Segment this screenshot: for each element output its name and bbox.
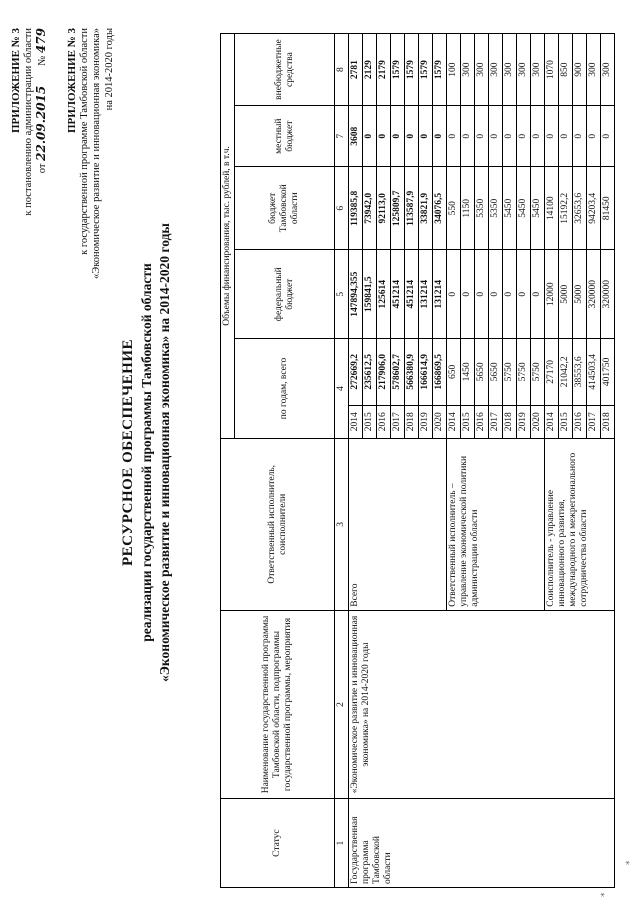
local-cell: 3608	[349, 106, 363, 167]
regional-cell: 81450	[601, 167, 615, 250]
year-cell: 2019	[517, 405, 531, 438]
total-cell: 38553,6	[573, 339, 587, 406]
federal-cell: 451214	[405, 250, 419, 339]
year-cell: 2017	[489, 405, 503, 438]
total-cell: 1450	[461, 339, 475, 406]
regional-cell: 113587,9	[405, 167, 419, 250]
regional-cell: 5450	[503, 167, 517, 250]
handwritten-date: 22.09.2015	[34, 85, 48, 161]
year-cell: 2014	[349, 405, 363, 438]
extra-cell: 900	[573, 34, 587, 106]
total-cell: 650	[447, 339, 461, 406]
federal-cell: 5000	[559, 250, 573, 339]
column-number: 3	[335, 438, 349, 610]
federal-cell: 451214	[391, 250, 405, 339]
local-cell: 0	[461, 106, 475, 167]
executor-cell: Соисполнитель - управление инновационного развития, международного и межрегионального сотрудничества области	[545, 438, 615, 610]
column-number: 4	[335, 339, 349, 439]
local-cell: 0	[377, 106, 391, 167]
extra-cell: 1070	[545, 34, 559, 106]
executor-cell: Всего	[349, 438, 447, 610]
regional-cell: 5450	[531, 167, 545, 250]
extra-cell: 300	[489, 34, 503, 106]
total-cell: 272669,2	[349, 339, 363, 406]
local-cell: 0	[573, 106, 587, 167]
column-numbers-row	[335, 34, 349, 888]
column-number: 8	[335, 34, 349, 106]
total-cell: 401750	[601, 339, 615, 406]
extra-cell: 2179	[377, 34, 391, 106]
local-cell: 0	[447, 106, 461, 167]
total-cell: 21042,2	[559, 339, 573, 406]
heading-subtitle: реализации государственной программы Тамбовской области	[139, 263, 154, 642]
appendix-program-line: «Экономическое развитие и инновационная экономика»	[91, 28, 102, 279]
year-cell: 2018	[601, 405, 615, 438]
federal-cell: 5000	[573, 250, 587, 339]
program-name-cell: «Экономическое развитие и инновационная экономика» на 2014-2020 годы	[349, 610, 615, 799]
year-cell: 2015	[559, 405, 573, 438]
header-regional: бюджет Тамбовской области	[235, 167, 335, 250]
local-cell: 0	[545, 106, 559, 167]
local-cell: 0	[363, 106, 377, 167]
resource-table	[220, 33, 615, 888]
regional-cell: 92113,0	[377, 167, 391, 250]
extra-cell: 300	[517, 34, 531, 106]
federal-cell: 320000	[601, 250, 615, 339]
federal-cell: 320000	[587, 250, 601, 339]
column-number: 1	[335, 799, 349, 888]
appendix-program-block	[66, 28, 116, 388]
year-cell: 2016	[377, 405, 391, 438]
total-cell: 5650	[475, 339, 489, 406]
appendix-program-line: на 2014-2020 годы	[103, 28, 115, 111]
year-cell: 2016	[475, 405, 489, 438]
federal-cell: 0	[503, 250, 517, 339]
header-by-years: по годам, всего	[235, 339, 335, 439]
regional-cell: 5450	[517, 167, 531, 250]
extra-cell: 2129	[363, 34, 377, 106]
regional-cell: 15192,2	[559, 167, 573, 250]
regional-cell: 125809,7	[391, 167, 405, 250]
header-executor: Ответственный исполнитель, соисполнители	[221, 438, 335, 610]
total-cell: 5750	[517, 339, 531, 406]
year-cell: 2020	[531, 405, 545, 438]
total-cell: 217906,0	[377, 339, 391, 406]
header-status: Статус	[221, 799, 335, 888]
local-cell: 0	[419, 106, 433, 167]
regional-cell: 1150	[461, 167, 475, 250]
year-cell: 2015	[363, 405, 377, 438]
regional-cell: 73942,0	[363, 167, 377, 250]
year-cell: 2016	[573, 405, 587, 438]
year-cell: 2018	[405, 405, 419, 438]
regional-cell: 119385,8	[349, 167, 363, 250]
local-cell: 0	[601, 106, 615, 167]
extra-cell: 300	[587, 34, 601, 106]
total-cell: 566380,9	[405, 339, 419, 406]
year-cell: 2017	[587, 405, 601, 438]
total-cell: 578602,7	[391, 339, 405, 406]
appendix-title: ПРИЛОЖЕНИЕ № 3	[66, 28, 78, 134]
total-cell: 235612,5	[363, 339, 377, 406]
local-cell: 0	[391, 106, 405, 167]
federal-cell: 159841,5	[363, 250, 377, 339]
heading-program: «Экономическое развитие и инновационная экономика» на 2014-2020 годы	[157, 223, 172, 682]
header-funding: Объемы финансирования, тыс. рублей, в т.ч.	[221, 34, 235, 439]
regional-cell: 94203,4	[587, 167, 601, 250]
year-cell: 2014	[545, 405, 559, 438]
regional-cell: 5350	[475, 167, 489, 250]
local-cell: 0	[559, 106, 573, 167]
total-cell: 5650	[489, 339, 503, 406]
table-body	[349, 34, 615, 888]
appendix-date-number	[35, 28, 50, 328]
local-cell: 0	[503, 106, 517, 167]
federal-cell: 131214	[419, 250, 433, 339]
year-cell: 2015	[461, 405, 475, 438]
extra-cell: 100	[447, 34, 461, 106]
federal-cell: 0	[489, 250, 503, 339]
regional-cell: 33821,9	[419, 167, 433, 250]
appendix-decree-line: к постановлению администрации области	[22, 28, 34, 216]
appendix-decree-block	[10, 28, 50, 328]
header-extra: внебюджетные средства	[235, 34, 335, 106]
year-cell: 2018	[503, 405, 517, 438]
total-cell: 27170	[545, 339, 559, 406]
federal-cell: 125614	[377, 250, 391, 339]
extra-cell: 300	[503, 34, 517, 106]
year-cell: 2019	[419, 405, 433, 438]
heading-title: РЕСУРСНОЕ ОБЕСПЕЧЕНИЕ	[120, 338, 136, 567]
number-prefix: №	[37, 55, 48, 66]
extra-cell: 300	[461, 34, 475, 106]
local-cell: 0	[405, 106, 419, 167]
regional-cell: 32653,6	[573, 167, 587, 250]
column-number: 5	[335, 250, 349, 339]
year-cell: 2017	[391, 405, 405, 438]
extra-cell: 1579	[391, 34, 405, 106]
year-cell: 2014	[447, 405, 461, 438]
extra-cell: 300	[531, 34, 545, 106]
local-cell: 0	[531, 106, 545, 167]
regional-cell: 5350	[489, 167, 503, 250]
column-number: 7	[335, 106, 349, 167]
header-local: местный бюджет	[235, 106, 335, 167]
total-cell: 5750	[531, 339, 545, 406]
federal-cell: 12000	[545, 250, 559, 339]
local-cell: 0	[587, 106, 601, 167]
total-cell: 166614,9	[419, 339, 433, 406]
extra-cell: 2781	[349, 34, 363, 106]
local-cell: 0	[433, 106, 447, 167]
column-number: 6	[335, 167, 349, 250]
status-cell: Государственная программа Тамбовской области	[349, 799, 615, 888]
local-cell: 0	[517, 106, 531, 167]
header-federal: федеральный бюджет	[235, 250, 335, 339]
appendix-title: ПРИЛОЖЕНИЕ № 3	[10, 28, 22, 134]
scan-mark: *	[600, 892, 610, 897]
local-cell: 0	[489, 106, 503, 167]
appendix-program-line: к государственной программе Тамбовской области	[78, 28, 90, 255]
federal-cell: 131214	[433, 250, 447, 339]
federal-cell: 0	[475, 250, 489, 339]
document-heading	[120, 0, 173, 905]
federal-cell: 0	[531, 250, 545, 339]
extra-cell: 1579	[433, 34, 447, 106]
handwritten-number: 479	[34, 28, 48, 54]
extra-cell: 850	[559, 34, 573, 106]
federal-cell: 0	[517, 250, 531, 339]
regional-cell: 14100	[545, 167, 559, 250]
year-cell: 2020	[433, 405, 447, 438]
table-row	[349, 34, 363, 888]
total-cell: 414503,4	[587, 339, 601, 406]
extra-cell: 1579	[419, 34, 433, 106]
date-prefix: от	[37, 163, 48, 174]
extra-cell: 300	[475, 34, 489, 106]
extra-cell: 300	[601, 34, 615, 106]
extra-cell: 1579	[405, 34, 419, 106]
federal-cell: 0	[461, 250, 475, 339]
federal-cell: 0	[447, 250, 461, 339]
regional-cell: 550	[447, 167, 461, 250]
local-cell: 0	[475, 106, 489, 167]
total-cell: 166869,5	[433, 339, 447, 406]
federal-cell: 147894,355	[349, 250, 363, 339]
column-number: 2	[335, 610, 349, 799]
header-name: Наименование государственной программы Тамбовской области, подпрограммы государственной программы, мероприятия	[221, 610, 335, 799]
regional-cell: 34076,5	[433, 167, 447, 250]
executor-cell: Ответственный исполнитель – управление экономической политики администрации области	[447, 438, 545, 610]
total-cell: 5750	[503, 339, 517, 406]
scan-mark: *	[625, 860, 635, 865]
